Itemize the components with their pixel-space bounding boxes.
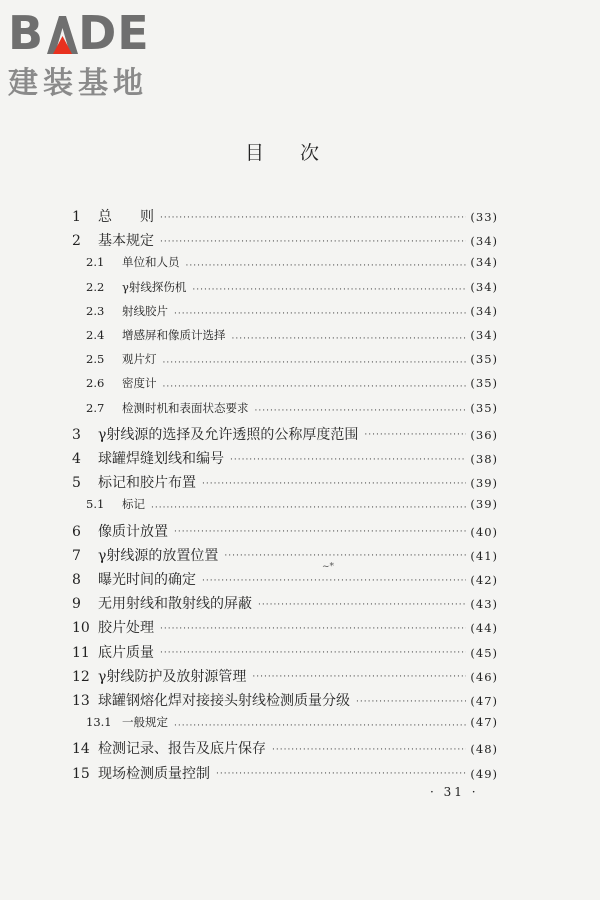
toc-entry[interactable] xyxy=(68,254,498,276)
toc-entry[interactable] xyxy=(68,448,498,470)
toc-leader-dots xyxy=(160,624,466,633)
toc-entry-page: (34) xyxy=(470,255,498,270)
page-title: 目次 xyxy=(244,142,355,164)
toc-leader-dots xyxy=(160,237,466,246)
toc-entry-number: 2 xyxy=(72,233,81,250)
toc-entry[interactable] xyxy=(68,472,498,494)
toc-leader-dots xyxy=(174,721,466,730)
toc-entry-page: (47) xyxy=(470,694,498,708)
toc-entry-title: 检测时机和表面状态要求 xyxy=(122,400,249,415)
toc-leader-dots xyxy=(160,213,466,222)
toc-leader-dots xyxy=(224,551,466,560)
toc-entry-number: 10 xyxy=(72,620,90,637)
toc-entry-number: 13 xyxy=(72,693,90,709)
toc-entry-title: 增感屏和像质计选择 xyxy=(122,328,226,342)
toc-entry-page: (34) xyxy=(470,303,498,318)
toc-leader-dots xyxy=(174,527,466,536)
toc-entry-title: 密度计 xyxy=(122,376,157,391)
toc-leader-dots xyxy=(202,479,466,488)
toc-entry-number: 2.5 xyxy=(86,352,105,367)
toc-entry-title: 射线胶片 xyxy=(122,303,168,318)
toc-leader-dots xyxy=(202,576,466,585)
toc-entry-title: 无用射线和散射线的屏蔽 xyxy=(98,596,252,613)
logo-tagline: 建装基地 xyxy=(8,66,148,101)
scan-speck: ~* xyxy=(322,562,335,572)
toc-entry-page: (35) xyxy=(470,352,498,367)
logo-letter-d: D xyxy=(78,6,118,60)
toc-entry-title: 球罐钢熔化焊对接接头射线检测质量分级 xyxy=(98,693,350,709)
toc-entry-title: γ射线源的放置位置 xyxy=(98,547,219,564)
toc-entry-title: 单位和人员 xyxy=(122,255,180,270)
toc-entry-number: 5 xyxy=(72,475,81,492)
toc-entry-number: 3 xyxy=(72,426,81,443)
toc-entry-number: 6 xyxy=(72,523,81,540)
toc-leader-dots xyxy=(192,285,466,294)
toc-entry-number: 11 xyxy=(72,644,90,661)
toc-entry-title: 总 则 xyxy=(98,209,154,225)
toc-leader-dots xyxy=(272,745,466,754)
toc-leader-dots xyxy=(151,503,466,512)
toc-entry[interactable] xyxy=(68,351,498,373)
toc-entry[interactable] xyxy=(68,279,498,301)
toc-leader-dots xyxy=(160,648,466,657)
toc-entry-page: (34) xyxy=(470,279,498,294)
toc-entry[interactable] xyxy=(68,714,498,736)
toc-entry-title: 一般规定 xyxy=(122,715,168,730)
toc-leader-dots xyxy=(232,334,467,343)
toc-entry-title: γ射线防护及放射源管理 xyxy=(98,668,247,685)
toc-entry-page: (41) xyxy=(470,548,498,563)
toc-entry[interactable] xyxy=(68,763,498,785)
toc-entry-title: 基本规定 xyxy=(98,233,154,250)
toc-leader-dots xyxy=(364,430,466,439)
toc-entry-page: (39) xyxy=(470,476,498,491)
toc-leader-dots xyxy=(163,358,467,367)
toc-entry-page: (40) xyxy=(470,524,498,539)
toc-entry[interactable] xyxy=(68,521,498,543)
toc-entry-page: (49) xyxy=(470,766,498,781)
toc-entry-title: 观片灯 xyxy=(122,352,157,367)
toc-entry[interactable] xyxy=(68,569,498,591)
toc-entry-number: 15 xyxy=(72,765,90,782)
toc-entry-number: 9 xyxy=(72,596,81,613)
toc-entry[interactable] xyxy=(68,375,498,397)
toc-entry-number: 4 xyxy=(72,451,81,467)
toc-entry[interactable] xyxy=(68,666,498,688)
logo-wordmark xyxy=(8,6,178,60)
toc-entry[interactable] xyxy=(68,230,498,252)
toc-entry-number: 2.3 xyxy=(86,303,105,318)
toc-entry-number: 2.7 xyxy=(86,400,105,415)
toc-entry-title: 标记 xyxy=(122,497,145,512)
toc-entry-title: 底片质量 xyxy=(98,644,154,661)
toc-entry-page: (44) xyxy=(470,621,498,636)
toc-entry-page: (48) xyxy=(470,742,498,757)
toc-entry-page: (46) xyxy=(470,669,498,684)
toc-entry-page: (45) xyxy=(470,645,498,660)
toc-leader-dots xyxy=(252,672,466,681)
toc-entry-number: 5.1 xyxy=(86,497,105,512)
toc-leader-dots xyxy=(230,455,466,464)
toc-leader-dots xyxy=(174,309,466,318)
toc-entry-page: (43) xyxy=(470,597,498,612)
toc-entry-title: 现场检测质量控制 xyxy=(98,765,210,782)
toc-entry-page: (36) xyxy=(470,427,498,442)
toc-entry[interactable] xyxy=(68,593,498,615)
toc-entry-number: 2.1 xyxy=(86,255,105,270)
toc-entry[interactable] xyxy=(68,690,498,712)
toc-entry[interactable] xyxy=(68,617,498,639)
toc-entry-title: 胶片处理 xyxy=(98,620,154,637)
toc-leader-dots xyxy=(356,697,466,706)
toc-entry-page: (35) xyxy=(470,400,498,415)
toc-leader-dots xyxy=(163,382,467,391)
toc-entry-page: (42) xyxy=(470,573,498,587)
toc-entry[interactable] xyxy=(68,303,498,325)
toc-leader-dots xyxy=(258,600,466,609)
toc-entry-number: 2.2 xyxy=(86,279,105,294)
toc-entry-number: 8 xyxy=(72,572,81,588)
toc-entry-number: 12 xyxy=(72,668,90,685)
toc-entry-number: 2.4 xyxy=(86,328,105,342)
toc-entry-number: 7 xyxy=(72,547,81,564)
toc-entry-page: (33) xyxy=(470,210,498,224)
toc-leader-dots xyxy=(216,769,466,778)
toc-entry[interactable] xyxy=(68,642,498,664)
toc-entry-title: 检测记录、报告及底片保存 xyxy=(98,741,266,758)
toc-entry[interactable] xyxy=(68,496,498,518)
toc-entry-title: 球罐焊缝划线和编号 xyxy=(98,451,224,467)
toc-entry-page: (35) xyxy=(470,376,498,391)
logo-letter-e: E xyxy=(117,6,150,60)
logo-letter-a-icon xyxy=(44,10,78,56)
toc-entry[interactable] xyxy=(68,738,498,760)
toc-entry-page: (34) xyxy=(470,328,498,342)
toc-entry-title: γ射线源的选择及允许透照的公称厚度范围 xyxy=(98,426,359,443)
toc-entry-title: 标记和胶片布置 xyxy=(98,475,196,492)
toc-entry-number: 1 xyxy=(72,209,81,225)
toc-entry[interactable] xyxy=(68,424,498,446)
toc-entry-page: (34) xyxy=(470,234,498,249)
toc-entry[interactable] xyxy=(68,327,498,349)
toc-entry-number: 2.6 xyxy=(86,376,105,391)
toc-entry[interactable] xyxy=(68,206,498,228)
toc-leader-dots xyxy=(255,406,467,415)
toc-leader-dots xyxy=(186,261,467,270)
logo-letter-b: B xyxy=(8,6,45,60)
toc-entry-number: 14 xyxy=(72,741,90,758)
logo xyxy=(8,6,178,102)
toc-entry[interactable] xyxy=(68,545,498,567)
toc-entry-title: γ射线探伤机 xyxy=(122,279,187,294)
toc-entry-page: (39) xyxy=(470,497,498,512)
toc-entry[interactable] xyxy=(68,400,498,422)
toc-entry-page: (47) xyxy=(470,715,498,730)
toc-entry-title: 曝光时间的确定 xyxy=(98,572,196,588)
toc-entry-number: 13.1 xyxy=(86,715,112,730)
page-number: · 31 · xyxy=(430,785,479,799)
toc-entry-page: (38) xyxy=(470,452,498,466)
toc-entry-title: 像质计放置 xyxy=(98,523,168,540)
